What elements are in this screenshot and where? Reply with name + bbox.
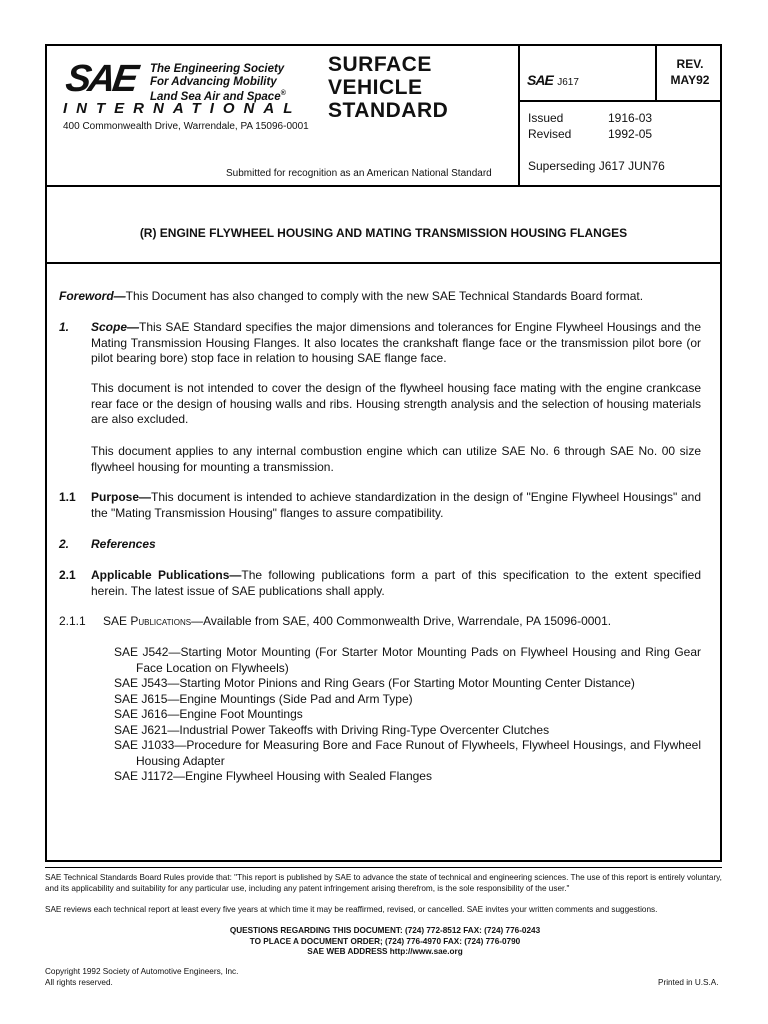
number-divider: [518, 100, 722, 102]
reference-item: SAE J615—Engine Mountings (Side Pad and Arm Type): [114, 691, 413, 706]
section-2-number: 2.: [59, 537, 70, 551]
registered-mark: ®: [280, 90, 286, 97]
doc-type-line-2: VEHICLE: [328, 76, 423, 99]
order-line: TO PLACE A DOCUMENT ORDER; (724) 776-4970 FAX: (724) 776-0790: [249, 936, 521, 946]
reference-item: SAE J1033—Procedure for Measuring Bore and Face Runout of Flywheels, Flywheel Housings, and Flywheel Housing Adapter: [114, 738, 701, 768]
scope-text: This SAE Standard specifies the major dimensions and tolerances for Engine Flywheel Housings and the Mating Transmission Housing Flanges. It also locates the crankshaft flange face or the transmission pilot bore (or pilot bearing bore) stop face in relation to housing SAE flange face.: [91, 320, 701, 365]
reference-item: SAE J621—Industrial Power Takeoffs with Driving Ring-Type Overcenter Clutches: [114, 722, 550, 737]
rev-divider: [655, 44, 657, 101]
revised-label: Revised: [528, 127, 572, 141]
section-2-references: References: [91, 537, 156, 551]
section-2-1-1-sae-publications: [103, 614, 703, 630]
section-2-1-applicable: [91, 568, 701, 599]
tagline-line-3: Land Sea Air and Space®: [150, 90, 286, 103]
doc-type-line-3: STANDARD: [328, 99, 449, 122]
society-tagline: [150, 63, 286, 103]
issued-value: 1916-03: [608, 111, 653, 125]
section-1-scope: [91, 320, 701, 367]
purpose-label: Purpose—: [91, 490, 152, 504]
copyright-block: [45, 967, 238, 988]
footer-review-text: SAE reviews each technical report at least every five years at which time it may be reaffirmed, revised, or cancelled. SAE invites your written comments and suggestions.: [45, 905, 658, 914]
title-divider: [45, 262, 722, 264]
footer-rules-text: SAE Technical Standards Board Rules provide that: "This report is published by SAE to advance the state of technical and engineering sciences. The use of this report is entirely voluntary, and its applicability and suitability for any particular use, including any patent infringement arising therefrom, is the sole responsibility of the user.": [45, 873, 722, 893]
document-type: [328, 53, 448, 122]
sae-logo: SAE: [63, 58, 139, 100]
purpose-text: This document is intended to achieve standardization in the design of "Engine Flywheel Housings" and the "Mating Transmission Housing" flanges to assure compatibility.: [91, 490, 701, 520]
society-address: 400 Commonwealth Drive, Warrendale, PA 15096-0001: [63, 121, 309, 132]
section-1-1-purpose: [91, 490, 701, 521]
footer-rule: [45, 867, 722, 868]
foreword-label: Foreword—: [59, 289, 126, 303]
footer-contacts: [45, 926, 725, 958]
section-2-1-1-number: 2.1.1: [59, 614, 86, 628]
foreword-text: This Document has also changed to comply with the new SAE Technical Standards Board format.: [125, 289, 644, 303]
reference-item: SAE J542—Starting Motor Mounting (For Starter Motor Mounting Pads on Flywheel Housing and Ring Gear Face Location on Flywheels): [114, 645, 701, 675]
sae-publications-text: —Available from SAE, 400 Commonwealth Drive, Warrendale, PA 15096-0001.: [191, 614, 612, 628]
doc-type-line-1: SURFACE: [328, 53, 432, 76]
doc-number-block: [527, 72, 579, 90]
document-title: (R) ENGINE FLYWHEEL HOUSING AND MATING TRANSMISSION HOUSING FLANGES: [139, 226, 628, 240]
rev-label: REV.: [676, 57, 704, 71]
header-divider: [45, 185, 722, 187]
superseding-note: Superseding J617 JUN76: [528, 159, 665, 173]
copyright-line: Copyright 1992 Society of Automotive Engineers, Inc.: [45, 967, 239, 976]
scope-paragraph-2: This document is not intended to cover the design of the flywheel housing face mating with the engine crankcase rear face or the design of housing walls and ribs. Housing strength analysis and the selection of housing materials are also excluded.: [91, 381, 701, 426]
foreword: [59, 289, 701, 305]
sae-publications-label: SAE Publications: [103, 614, 192, 628]
header-vertical-divider: [518, 44, 520, 186]
questions-line: QUESTIONS REGARDING THIS DOCUMENT: (724) 772-8512 FAX: (724) 776-0243: [229, 926, 541, 935]
reference-item: SAE J616—Engine Foot Mountings: [114, 707, 303, 721]
doc-number: J617: [557, 77, 579, 88]
section-1-number: 1.: [59, 320, 70, 334]
revision-block: [660, 57, 720, 88]
scope-label: Scope—: [91, 320, 140, 334]
rights-line: All rights reserved.: [45, 977, 113, 987]
tagline-line-1: The Engineering Society: [150, 63, 285, 75]
reference-item: SAE J543—Starting Motor Pinions and Ring Gears (For Starting Motor Mounting Center Distance): [114, 676, 635, 690]
reference-list: [114, 645, 701, 785]
applicable-text: The following publications form a part of this specification to the extent specified herein. The latest issue of SAE publications shall apply.: [91, 568, 702, 598]
international-wordmark: INTERNATIONAL: [63, 100, 302, 117]
tagline-line-2: For Advancing Mobility: [150, 75, 277, 88]
applicable-label: Applicable Publications—: [91, 568, 242, 582]
ansi-submission-note: Submitted for recognition as an American National Standard: [226, 168, 492, 179]
printed-in: Printed in U.S.A.: [658, 978, 719, 987]
issued-label: Issued: [528, 111, 564, 125]
revised-value: 1992-05: [608, 127, 653, 141]
rev-value: MAY92: [670, 72, 710, 87]
reference-item: SAE J1172—Engine Flywheel Housing with Sealed Flanges: [114, 769, 432, 783]
section-2-1-number: 2.1: [59, 568, 76, 582]
section-1-1-number: 1.1: [59, 490, 76, 504]
web-address-line: SAE WEB ADDRESS http://www.sae.org: [307, 947, 463, 956]
scope-paragraph-3: This document applies to any internal combustion engine which can utilize SAE No. 6 through SAE No. 00 size flywheel housing for mounting a transmission.: [91, 444, 701, 474]
small-sae-logo: SAE: [527, 72, 553, 88]
